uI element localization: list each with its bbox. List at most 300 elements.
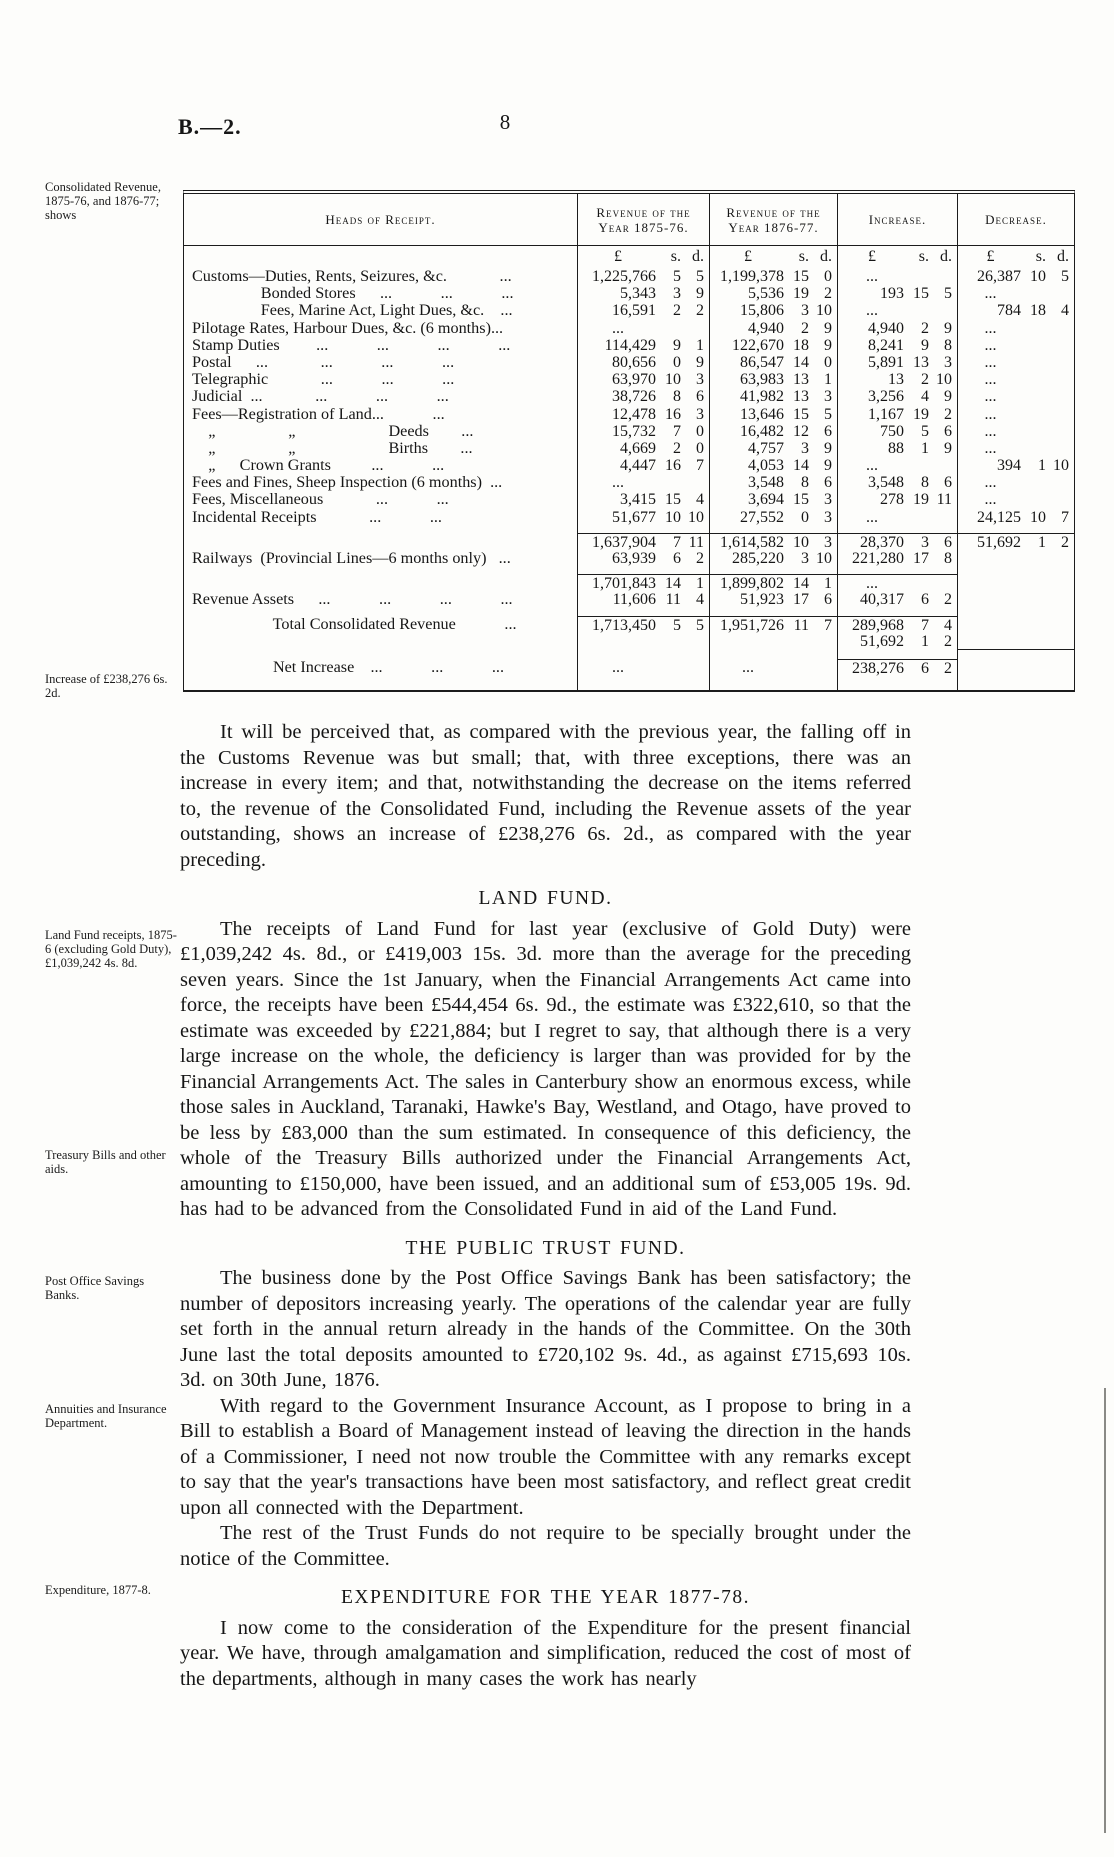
revenue-1876-77-cell	[709, 509, 837, 526]
pounds-value: 122,670	[732, 336, 784, 354]
pence-value	[929, 509, 952, 526]
pence-value	[1046, 354, 1069, 371]
pence-value: 9	[696, 353, 704, 371]
shillings-value	[1021, 616, 1046, 633]
pence-value: 9	[824, 457, 832, 475]
decrease-cell	[957, 388, 1074, 405]
pounds-value: 278	[880, 491, 904, 509]
pence-value	[929, 302, 952, 319]
row-label: „ „ Deeds ...	[192, 422, 474, 440]
revenue-1876-77-cell	[709, 533, 837, 550]
pounds-value: ...	[866, 575, 878, 592]
pounds-value: 3,256	[868, 388, 904, 406]
pounds-value: ...	[984, 285, 997, 303]
body-paragraph: The receipts of Land Fund for last year (exclusive of Gold Duty) were £1,039,242 4s. 8d., or £419,003 15s. 3d. more than the average for the preceding seven years. Since the 1st January, when the Financial Arrangements Act came into force, the receipts have been £544,454 6s. 9d., the estimate was £322,610, so that the estimate was exceeded by £221,884; but I regret to say, that although there is a very large increase on the whole, the deficiency is larger than was provided for by the Financial Arrangements Act. The sales in Canterbury show an enormous excess, while those sales in Auckland, Taranaki, Hawke's Bay, Westland, and Otago, have proved to be less by £83,000 than the sum estimated. In consequence of this deficiency, the whole of the Treasury Bills authorized under the Financial Arrangements Act, amounting to £150,000, have been issued, and an additional sum of £53,005 19s. 9d. has had to be advanced from the Consolidated Fund in aid of the Land Fund.	[180, 917, 911, 1220]
pounds-value: 3,548	[868, 474, 904, 492]
pence-value: 6	[944, 474, 952, 492]
pounds-value: ...	[742, 658, 754, 676]
table-header-row	[184, 194, 1074, 246]
table-spacer-row	[184, 526, 1074, 533]
pence-value	[1046, 320, 1069, 337]
section-heading: THE PUBLIC TRUST FUND.	[405, 1237, 686, 1259]
pounds-value: 86,547	[740, 353, 784, 371]
empty-cell	[957, 650, 1074, 659]
revenue-1875-76-cell	[577, 591, 709, 608]
increase-cell	[837, 285, 957, 302]
revenue-1875-76-cell	[577, 550, 709, 567]
revenue-1876-77-cell	[709, 633, 837, 650]
pounds-value: 15,806	[740, 302, 784, 320]
pence-value: 1	[696, 336, 704, 354]
pounds-value: 13	[888, 371, 904, 389]
empty-cell	[837, 650, 957, 659]
pence-value	[1046, 591, 1069, 608]
pence-value: 3	[696, 371, 704, 389]
shillings-value: 1	[1038, 457, 1046, 475]
pence-value: 5	[944, 285, 952, 303]
pounds-value: 15,732	[612, 422, 656, 440]
pounds-value: 24,125	[977, 508, 1021, 526]
shillings-sign: s.	[1035, 248, 1046, 265]
pounds-value: ...	[612, 319, 624, 337]
body-paragraph: I now come to the consideration of the Expenditure for the present financial year. We have, through amalgamation and simplification, reduced the cost of most of the departments, although in many cases the work has nearly	[180, 1616, 911, 1690]
shillings-value	[1021, 440, 1046, 457]
revenue-1876-77-cell	[709, 285, 837, 302]
decrease-cell	[957, 633, 1074, 650]
column-header-revenue-1875-76	[577, 194, 709, 246]
shillings-value	[1021, 591, 1046, 608]
pence-value	[1046, 574, 1069, 591]
row-label: Pilotage Rates, Harbour Dues, &c. (6 months)...	[192, 319, 504, 337]
pounds-value: 1,951,726	[720, 616, 784, 633]
pounds-value: 13,646	[740, 405, 784, 423]
pence-value	[1046, 285, 1069, 302]
row-label: Postal ... ... ... ...	[192, 353, 455, 371]
pence-value: 3	[824, 491, 832, 509]
decrease-cell	[957, 533, 1074, 550]
pence-value: 9	[824, 439, 832, 457]
pence-value: 3	[944, 353, 952, 371]
shillings-value: 13	[793, 371, 809, 389]
shillings-value: 19	[913, 491, 929, 509]
header-line: Revenue of the	[726, 204, 821, 220]
margin-note: Consolidated Revenue, 1875-76, and 1876-77; shows	[45, 180, 161, 222]
pounds-value: 3,415	[620, 491, 656, 509]
revenue-1876-77-cell	[709, 440, 837, 457]
shillings-value: 19	[793, 285, 809, 303]
table-row	[184, 337, 1074, 354]
shillings-value	[656, 633, 681, 650]
increase-cell	[837, 354, 957, 371]
consolidated-revenue-table	[183, 190, 1075, 692]
increase-cell	[837, 491, 957, 508]
shillings-value: 16	[665, 457, 681, 475]
body-paragraph: It will be perceived that, as compared with the previous year, the falling off in the Customs Revenue was but small; that, with three exceptions, there was an increase in every item; and that, notwithstanding the decrease on the items referred to, the revenue of the Consolidated Fund, including the Revenue assets of the year outstanding, shows an increase of £238,276 6s. 2d., as compared with the year preceding.	[180, 721, 911, 871]
empty-cell	[957, 567, 1074, 574]
pence-value	[1046, 659, 1069, 676]
pence-value: 1	[696, 575, 704, 592]
shillings-value: 4	[921, 388, 929, 406]
pence-value	[1046, 388, 1069, 405]
pence-value: 4	[696, 591, 704, 609]
pounds-value: 784	[997, 302, 1021, 320]
shillings-value: 18	[793, 336, 809, 354]
shillings-value: 13	[913, 353, 929, 371]
revenue-1875-76-cell	[577, 474, 709, 491]
pounds-value: 1,637,904	[592, 533, 656, 550]
table-row	[184, 509, 1074, 526]
pounds-value: 28,370	[860, 533, 904, 550]
pence-value: 2	[824, 285, 832, 303]
currency-units-row	[184, 246, 1074, 268]
table-row	[184, 268, 1074, 285]
table-row	[184, 423, 1074, 440]
column-header-increase: Increase.	[837, 194, 957, 246]
pounds-value: ...	[984, 388, 997, 406]
increase-cell	[837, 440, 957, 457]
row-label: Revenue Assets ... ... ... ...	[192, 591, 513, 609]
pence-value: 8	[944, 550, 952, 567]
pounds-value	[712, 633, 784, 650]
empty-cell	[577, 650, 709, 659]
row-label	[184, 574, 577, 591]
shillings-value: 10	[1030, 268, 1046, 285]
revenue-1875-76-cell	[577, 320, 709, 337]
decrease-cell	[957, 320, 1074, 337]
pence-value: 10	[816, 302, 832, 320]
pounds-value: 114,429	[604, 336, 656, 354]
pounds-value: 4,940	[868, 319, 904, 337]
pounds-value	[960, 616, 1021, 633]
shillings-value: 13	[793, 388, 809, 406]
revenue-1875-76-cell	[577, 491, 709, 508]
pence-value	[929, 575, 952, 591]
shillings-value: 14	[793, 457, 809, 475]
pounds-value: 63,970	[612, 371, 656, 389]
shillings-value	[656, 320, 681, 337]
row-label: Telegraphic ... ... ...	[192, 371, 455, 389]
row-label: Customs—Duties, Rents, Seizures, &c. ...	[192, 268, 512, 285]
pence-value: 0	[696, 422, 704, 440]
decrease-cell	[957, 423, 1074, 440]
pence-value: 6	[696, 388, 704, 406]
decrease-cell	[957, 337, 1074, 354]
shillings-value: 15	[913, 285, 929, 303]
shillings-value: 7	[673, 422, 681, 440]
shillings-value	[904, 302, 929, 319]
decrease-cell	[957, 354, 1074, 371]
pounds-value: ...	[984, 371, 997, 389]
pounds-value: 16,591	[612, 302, 656, 320]
pounds-value	[960, 591, 1021, 608]
pence-value	[1046, 474, 1069, 491]
pounds-value	[960, 633, 1021, 649]
revenue-1876-77-cell	[709, 457, 837, 474]
row-label: Fees, Marine Act, Light Dues, &c. ...	[192, 302, 513, 320]
pence-value	[1046, 491, 1069, 508]
row-label: Fees and Fines, Sheep Inspection (6 months) ...	[192, 474, 503, 492]
shillings-value: 1	[1038, 533, 1046, 550]
shillings-value	[904, 457, 929, 474]
decrease-cell	[957, 302, 1074, 319]
table-row	[184, 574, 1074, 591]
shillings-value: 2	[673, 302, 681, 320]
shillings-value	[1021, 371, 1046, 388]
decrease-cell	[957, 457, 1074, 474]
pence-value: 9	[824, 336, 832, 354]
empty-cell	[709, 526, 837, 533]
pounds-value: 221,280	[852, 550, 904, 567]
shillings-value	[1021, 633, 1046, 649]
empty-cell	[709, 609, 837, 616]
shillings-value: 9	[673, 336, 681, 354]
currency-units-cell	[957, 246, 1074, 268]
pounds-value: ...	[984, 353, 997, 371]
pounds-value: 4,757	[748, 439, 784, 457]
pence-value: 11	[688, 533, 704, 550]
shillings-value: 5	[673, 616, 681, 633]
decrease-cell	[957, 491, 1074, 508]
pence-value: 2	[944, 632, 952, 650]
pence-value	[809, 633, 832, 650]
empty-cell	[837, 526, 957, 533]
header-line: Revenue of the	[596, 204, 691, 220]
row-label	[184, 633, 577, 650]
shillings-value	[904, 575, 929, 591]
shillings-value: 14	[665, 575, 681, 592]
increase-cell	[837, 591, 957, 608]
pounds-value: 63,939	[612, 550, 656, 567]
margin-note: Annuities and Insurance Department.	[45, 1402, 167, 1430]
pence-value: 9	[824, 319, 832, 337]
revenue-1875-76-cell	[577, 371, 709, 388]
decrease-cell	[957, 285, 1074, 302]
shillings-value: 2	[673, 439, 681, 457]
shillings-value: 5	[673, 268, 681, 285]
increase-cell	[837, 320, 957, 337]
revenue-1875-76-cell	[577, 406, 709, 423]
row-label: Fees—Registration of Land... ...	[192, 405, 445, 423]
pounds-value: 80,656	[612, 353, 656, 371]
increase-cell	[837, 574, 957, 591]
page-number: 8	[499, 110, 511, 134]
pence-value: 6	[944, 422, 952, 440]
shillings-value	[1021, 406, 1046, 423]
empty-cell	[837, 676, 957, 690]
pence-value: 7	[696, 457, 704, 475]
pounds-value: 1,899,802	[720, 575, 784, 592]
pence-value	[1046, 406, 1069, 423]
increase-cell	[837, 337, 957, 354]
decrease-cell	[957, 616, 1074, 633]
pounds-value: ...	[866, 457, 878, 475]
table-row	[184, 550, 1074, 567]
body-paragraph: With regard to the Government Insurance Account, as I propose to bring in a Bill to establish a Board of Management instead of leaving the direction in the hands of a Commissioner, I need not now trouble the Committee with any remarks except to say that the year's transactions have been most satisfactory, and reflect great credit upon all connected with the Department.	[180, 1394, 911, 1519]
table-row	[184, 616, 1074, 633]
shillings-value: 12	[793, 422, 809, 440]
revenue-1876-77-cell	[709, 406, 837, 423]
table-row	[184, 591, 1074, 608]
pence-value: 10	[936, 371, 952, 389]
pound-sign: £	[614, 248, 622, 265]
increase-cell	[837, 509, 957, 526]
row-label: Fees, Miscellaneous ... ...	[192, 491, 449, 509]
pounds-value: 4,053	[748, 457, 784, 475]
revenue-1876-77-cell	[709, 491, 837, 508]
pence-value: 3	[824, 388, 832, 406]
pounds-value: 289,968	[852, 616, 904, 633]
increase-cell	[837, 268, 957, 285]
shillings-value: 11	[665, 591, 681, 609]
pounds-value: 1,713,450	[592, 616, 656, 633]
table-row	[184, 354, 1074, 371]
shillings-value	[904, 268, 929, 285]
pounds-value: ...	[612, 474, 624, 492]
pounds-value: ...	[866, 268, 878, 285]
shillings-value: 19	[913, 405, 929, 423]
shillings-value	[1021, 574, 1046, 591]
pounds-value	[960, 659, 1021, 676]
increase-cell	[837, 388, 957, 405]
pence-value: 9	[696, 285, 704, 303]
shillings-value: 1	[921, 439, 929, 457]
revenue-1876-77-cell	[709, 302, 837, 319]
shillings-value: 8	[673, 388, 681, 406]
revenue-1876-77-cell	[709, 574, 837, 591]
decrease-cell	[957, 440, 1074, 457]
header-line: Year 1876-77.	[728, 219, 819, 235]
revenue-1876-77-cell	[709, 388, 837, 405]
pence-value: 4	[1061, 302, 1069, 320]
revenue-1876-77-cell	[709, 423, 837, 440]
pence-value: 1	[824, 575, 832, 592]
empty-cell	[184, 609, 577, 616]
pounds-value: 12,478	[612, 405, 656, 423]
decrease-cell	[957, 268, 1074, 285]
pence-value: 4	[696, 491, 704, 509]
pence-value	[681, 659, 704, 676]
margin-note: Treasury Bills and other aids.	[45, 1148, 166, 1176]
table-row	[184, 457, 1074, 474]
pence-value: 7	[824, 616, 832, 633]
revenue-1876-77-cell	[709, 616, 837, 633]
revenue-1875-76-cell	[577, 616, 709, 633]
pence-value: 3	[824, 533, 832, 550]
pounds-value: 51,692	[977, 533, 1021, 550]
revenue-1876-77-cell	[709, 550, 837, 567]
pounds-value: ...	[984, 422, 997, 440]
row-label: Incidental Receipts ... ...	[192, 508, 442, 526]
pounds-value: 5,891	[868, 353, 904, 371]
table-row	[184, 474, 1074, 491]
revenue-1875-76-cell	[577, 574, 709, 591]
row-label: Bonded Stores ... ... ...	[192, 285, 514, 303]
shillings-value	[1021, 354, 1046, 371]
shillings-value: 11	[793, 616, 809, 633]
revenue-1875-76-cell	[577, 509, 709, 526]
pounds-value: 27,552	[740, 508, 784, 526]
pence-value: 4	[944, 616, 952, 633]
shillings-value: 10	[793, 533, 809, 550]
increase-cell	[837, 633, 957, 650]
empty-cell	[577, 526, 709, 533]
pounds-value: 5,343	[620, 285, 656, 303]
revenue-1875-76-cell	[577, 633, 709, 650]
increase-cell	[837, 616, 957, 633]
pence-value: 5	[1061, 268, 1069, 285]
empty-cell	[184, 650, 577, 659]
pounds-value: 193	[880, 285, 904, 303]
shillings-value: 17	[913, 550, 929, 567]
increase-cell	[837, 423, 957, 440]
shillings-value: 18	[1030, 302, 1046, 320]
pounds-value	[960, 550, 1021, 567]
pounds-value: 11,606	[612, 591, 656, 609]
pence-value: 3	[824, 508, 832, 526]
increase-cell	[837, 550, 957, 567]
table-row	[184, 533, 1074, 550]
shillings-value: 15	[793, 268, 809, 285]
shillings-value: 9	[921, 336, 929, 354]
pence-value: 11	[936, 491, 952, 509]
increase-cell	[837, 533, 957, 550]
pounds-value: ...	[984, 336, 997, 354]
shillings-value: 5	[921, 422, 929, 440]
row-label: Railways (Provincial Lines—6 months only) ...	[192, 550, 511, 567]
pounds-value: 238,276	[852, 659, 904, 677]
pounds-value: 51,923	[740, 591, 784, 609]
shillings-value	[656, 659, 681, 676]
shillings-value: 10	[665, 371, 681, 389]
revenue-1875-76-cell	[577, 268, 709, 285]
table-row	[184, 491, 1074, 508]
shillings-value: 6	[673, 550, 681, 567]
pence-value: 6	[824, 474, 832, 492]
table-row	[184, 406, 1074, 423]
shillings-sign: s.	[798, 248, 809, 265]
shillings-value: 2	[921, 371, 929, 389]
shillings-value: 15	[665, 491, 681, 509]
shillings-value: 10	[1030, 508, 1046, 526]
pence-value: 9	[944, 388, 952, 406]
pence-value	[1046, 616, 1069, 633]
pounds-value: 38,726	[612, 388, 656, 406]
row-label: Total Consolidated Revenue ...	[192, 615, 517, 633]
body-paragraph: The business done by the Post Office Savings Bank has been satisfactory; the number of depositors increasing yearly. The operations of the calendar year are fully set forth in the annual return already in the hands of the Committee. On the 30th June last the total deposits amounted to £720,102 9s. 4d., as against £715,693 10s. 3d. on 30th June, 1876.	[180, 1267, 911, 1391]
margin-note: Expenditure, 1877-8.	[45, 1583, 151, 1597]
table-row	[184, 371, 1074, 388]
shillings-value: 6	[921, 659, 929, 677]
pence-value: 10	[1053, 457, 1069, 475]
column-header-revenue-1876-77	[709, 194, 837, 246]
pounds-value: 41,982	[740, 388, 784, 406]
pounds-value: 1,614,582	[720, 533, 784, 550]
pounds-value: 1,225,766	[592, 268, 656, 285]
pence-value	[681, 633, 704, 650]
table-spacer-row	[184, 609, 1074, 616]
shillings-value: 0	[801, 508, 809, 526]
revenue-1875-76-cell	[577, 423, 709, 440]
shillings-sign: s.	[670, 248, 681, 265]
pence-value: 9	[944, 319, 952, 337]
pence-value: 0	[824, 353, 832, 371]
increase-cell	[837, 371, 957, 388]
shillings-value: 0	[673, 353, 681, 371]
pounds-value: 1,199,378	[720, 268, 784, 285]
pounds-value: 4,447	[620, 457, 656, 475]
shillings-value: 16	[665, 405, 681, 423]
pence-value: 2	[944, 591, 952, 609]
